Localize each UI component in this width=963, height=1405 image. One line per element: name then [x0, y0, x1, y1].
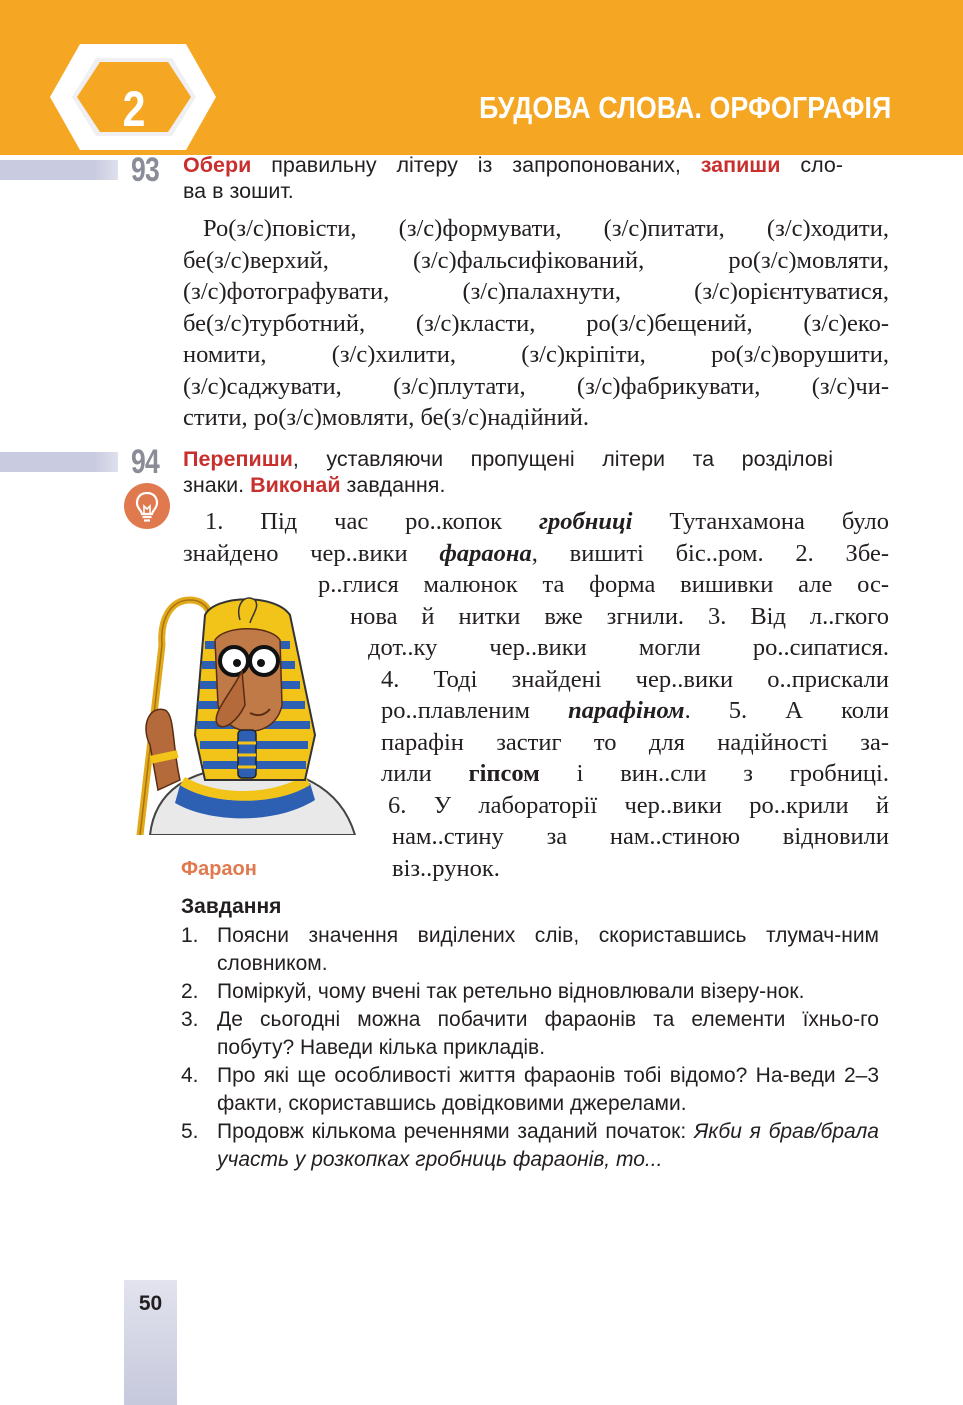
list-item — [181, 1062, 879, 1118]
list-item — [181, 978, 879, 1006]
exercise-93-instruction — [183, 152, 843, 204]
word-line: номити, (з/с)хилити, (з/с)кріпіти, ро(з/с)ворушити, — [183, 341, 889, 368]
highlighted-word: гіпсом — [468, 760, 540, 787]
task-number: 5. — [181, 1120, 199, 1143]
instr-verb-rewrite: Перепиши — [183, 447, 293, 471]
exercise-93-number: 93 — [131, 151, 159, 189]
task-number: 1. — [181, 924, 199, 947]
task-italic-text: Якби я брав/брала участь у розкопках гробниць фараонів, то... — [217, 1120, 879, 1171]
task-number: 4. — [181, 1064, 199, 1087]
list-item — [181, 922, 879, 978]
task-text: Про які ще особливості життя фараонів тобі відомо? На-веди 2–3 факти, скориставшись довідковими джерелами. — [217, 1064, 879, 1115]
text-line: нам..стину за нам..стиною відновили — [392, 823, 889, 850]
chapter-number: 2 — [122, 81, 146, 137]
instr-verb-choose: Обери — [183, 153, 252, 177]
text-line: нова й нитки вже згнили. 3. Від л..гкого — [350, 602, 889, 630]
instr-text: сло- — [780, 153, 843, 177]
word-line: стити, ро(з/с)мовляти, бе(з/с)надійний. — [183, 404, 590, 431]
instr-text: знаки. — [183, 473, 251, 497]
task-number: 3. — [181, 1008, 199, 1031]
text-line: лили гіпсом і вин..сли з гробниці. — [381, 760, 889, 787]
word-line: Ро(з/с)повісти, (з/с)формувати, (з/с)питати, (з/с)ходити, — [203, 215, 889, 242]
tasks-title: Завдання — [181, 895, 282, 918]
exercise-94-bar — [0, 452, 118, 472]
exercise-94-number: 94 — [131, 443, 159, 481]
instr-text: правильну літеру із запропонованих, — [251, 153, 701, 177]
highlighted-word: гробниці — [539, 508, 633, 535]
instr-verb-write: запиши — [700, 153, 781, 177]
text-line: знайдено чер..вики фараона, вишиті біс..ром. 2. Збе- — [183, 539, 889, 567]
task-text: Поясни значення виділених слів, скориставшись тлумач-ним словником. — [217, 924, 879, 975]
instr-text: завдання. — [340, 473, 446, 497]
word-line: бе(з/с)верхий, (з/с)фальсифікований, ро(з/с)мовляти, — [183, 246, 889, 274]
highlighted-word: фараона — [439, 539, 532, 567]
pharaoh-illustration — [110, 585, 372, 835]
word-line: (з/с)саджувати, (з/с)плутати, (з/с)фабрикувати, (з/с)чи- — [183, 372, 889, 400]
tasks-list — [181, 922, 879, 1174]
task-text: Поміркуй, чому вчені так ретельно відновлювали візеру-нок. — [217, 980, 805, 1003]
text-line: 4. Тоді знайдені чер..вики о..прискали — [381, 665, 889, 693]
word-line: (з/с)фотографувати, (з/с)палахнути, (з/с)орієнтуватися, — [183, 278, 889, 305]
text-line: дот..ку чер..вики могли ро..сипатися. — [368, 634, 889, 661]
exercise-94-instruction — [183, 446, 833, 498]
task-text: Де сьогодні можна побачити фараонів та елементи їхньо-го побуту? Наведи кілька прикладів. — [217, 1008, 879, 1059]
instr-text: ва в зошит. — [183, 179, 294, 203]
text-line: 6. У лабораторії чер..вики ро..крили й — [388, 791, 889, 819]
page-number: 50 — [138, 1292, 163, 1315]
chapter-title: БУДОВА СЛОВА. ОРФОГРАФІЯ — [478, 90, 891, 125]
text-line: парафін застиг то для надійності за- — [381, 728, 889, 756]
list-item — [181, 1118, 879, 1174]
instr-verb-do: Виконай — [250, 473, 341, 497]
text-line: 1. Під час ро..копок гробниці Тутанхамона було — [205, 508, 889, 535]
list-item — [181, 1006, 879, 1062]
text-line: р..глися малюнок та форма вишивки але ос- — [318, 571, 889, 598]
task-number: 2. — [181, 980, 199, 1003]
word-line: бе(з/с)турботний, (з/с)класти, ро(з/с)бещений, (з/с)еко- — [183, 309, 889, 337]
task-text: Продовж кількома реченнями заданий початок: Якби я брав/брала участь у розкопках гробниць фараонів, то... — [217, 1120, 879, 1171]
instr-text: , уставляючи пропущені літери та розділові — [292, 447, 833, 471]
text-line: віз..рунок. — [392, 854, 500, 882]
highlighted-word: парафіном — [568, 697, 685, 724]
exercise-93-words — [183, 213, 889, 434]
exercise-93-bar — [0, 160, 118, 180]
illustration-caption: Фараон — [181, 858, 257, 880]
text-line: ро..плавленим парафіном. 5. А коли — [381, 697, 889, 724]
